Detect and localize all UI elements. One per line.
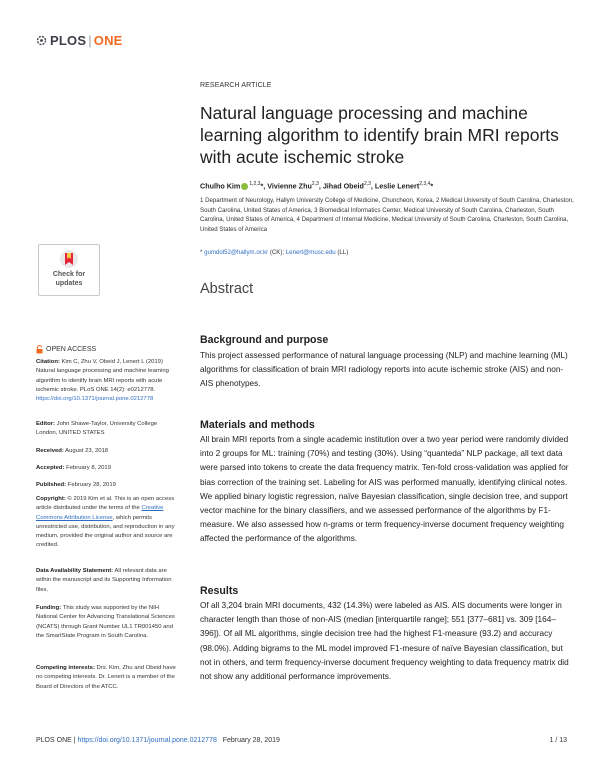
citation-doi-link[interactable]: https://doi.org/10.1371/journal.pone.0212778: [36, 396, 154, 403]
copyright-block: [36, 495, 176, 551]
citation-text: Kim C, Zhu V, Obeid J, Lenert L (2019) Natural language processing and machine learning algorithm to identify brain MRI reports with acute ischemic stroke. PLoS ONE 14(2): e0212778.: [36, 359, 169, 393]
competing-interests-text: Drs. Kim, Zhu and Obeid have no competing interests. Dr. Lenert is a member of the Board of Directors of the ATCC.: [36, 665, 176, 690]
email-link-ll[interactable]: Lenert@musc.edu: [285, 249, 336, 256]
copyright-text-2: , which permits unrestricted use, distribution, and reproduction in any medium, provided the original author and source are credited.: [36, 514, 175, 549]
footer-date: February 28, 2019: [222, 737, 280, 744]
article-type: RESEARCH ARTICLE: [200, 82, 272, 89]
author-affiliation-sup: 1,2,3: [249, 181, 261, 187]
email-suffix-ck: (CK);: [268, 249, 286, 256]
citation-label: Citation:: [36, 359, 60, 365]
copyright-label: Copyright:: [36, 496, 66, 502]
funding-block: [36, 604, 176, 641]
author-name[interactable]: Jihad Obeid: [322, 181, 364, 191]
author-separator: ,: [318, 181, 323, 191]
email-suffix-ll: (LL): [335, 249, 349, 256]
section-heading-results: Results: [200, 585, 239, 597]
section-text-background: This project assessed performance of natural language processing (NLP) and machine learning (ML) algorithms for classification of brain MRI radiology reports into acute ischemic stroke (AIS) and non-AIS phenotypes.: [200, 351, 568, 389]
orcid-icon[interactable]: [241, 183, 248, 190]
correspondence-emails: [200, 249, 348, 256]
affiliations: 1 Department of Neurology, Hallym University College of Medicine, Chuncheon, Korea, 2 Medical University of South Carolina, Charleston, South Carolina, United States of America, 3 Biomedical Informatics Center, Medical University of South Carolina, Charleston, South Carolina, United States of America, 4 Department of Internal Medicine, Medical University of South Carolina, Charleston, South Carolina, United States of America: [200, 197, 574, 233]
logo-one-text: ONE: [93, 33, 123, 48]
section-text-methods: All brain MRI reports from a single academic institution over a two year period were randomly divided into 2 groups for ML: training (70%) and testing (30%). Using “quanteda” NLP package, all text data were parsed into tokens to create the data frequency matrix. Ten-fold cross-validation was applied for bias correction of the training set. Labeling for AIS was performed manually, identifying clinical notes. We applied binary logistic regression, naïve Bayesian classification, single decision tree, and support vector machine for the binary classifiers, and we assessed performance of the algorithms by F1-measure. We also assessed how n-grams or term frequency-inverse document frequency weighting affected the performance of the algorithms.: [200, 435, 569, 544]
logo-plos-text: PLOS: [50, 33, 87, 48]
published-date: February 28, 2019: [66, 482, 116, 488]
page-footer: [36, 737, 567, 744]
license-link[interactable]: Creative Commons Attribution License: [36, 505, 164, 521]
section-heading-background: Background and purpose: [200, 334, 329, 346]
footer-doi-link[interactable]: https://doi.org/10.1371/journal.pone.0212778: [77, 737, 217, 744]
bookmark-icon: [59, 249, 79, 269]
author-affiliation-sup: 2,3: [363, 181, 371, 187]
editor-label: Editor:: [36, 421, 55, 427]
email-asterisk: *: [200, 249, 205, 256]
badge-text: [39, 271, 99, 288]
footer-journal: PLOS ONE: [36, 737, 72, 744]
author-separator: *: [430, 181, 434, 191]
funding-text: This study was supported by the NIH National Center for Advancing Translational Sciences (NCATS) through Grant Number UL1 TR001450 and the SmartState Program in South Carolina.: [36, 605, 175, 639]
author-name[interactable]: Chulho Kim: [200, 181, 241, 191]
editor-text: John Shawe-Taylor, University College London, UNITED STATES: [36, 421, 158, 437]
data-availability-text: All relevant data are within the manuscript and its Supporting Information files.: [36, 568, 172, 593]
plos-logo-icon: [36, 35, 47, 46]
open-access-text: OPEN ACCESS: [46, 346, 97, 353]
badge-line-1: Check for: [52, 271, 86, 278]
funding-label: Funding:: [36, 605, 62, 611]
page-number: 1 / 13: [549, 737, 567, 744]
author-affiliation-sup: 2,3: [311, 181, 319, 187]
received-date: August 23, 2018: [63, 448, 109, 454]
badge-line-2: updates: [55, 279, 83, 287]
logo-separator: |: [88, 33, 92, 48]
citation-block: [36, 358, 176, 404]
footer-separator: |: [71, 737, 78, 744]
received-label: Received:: [36, 448, 64, 454]
open-lock-icon: [36, 345, 43, 354]
author-name[interactable]: Leslie Lenert: [374, 181, 420, 191]
data-availability-block: [36, 567, 176, 595]
email-link-ck[interactable]: gumdol52@hallym.or.kr: [204, 249, 269, 256]
abstract-heading: Abstract: [200, 281, 254, 297]
author-separator: ,: [370, 181, 375, 191]
accepted-block: [36, 464, 176, 473]
competing-interests-label: Competing interests:: [36, 665, 95, 671]
published-label: Published:: [36, 482, 67, 488]
copyright-text: © 2019 Kim et al. This is an open access article distributed under the terms of the: [36, 496, 175, 512]
published-block: [36, 481, 176, 490]
author-list: [200, 181, 575, 190]
open-access-label: [36, 345, 96, 354]
author-affiliation-sup: 2,3,4: [419, 181, 431, 187]
competing-interests-block: [36, 664, 176, 692]
author-separator: *,: [260, 181, 268, 191]
author-name[interactable]: Vivienne Zhu: [267, 181, 312, 191]
data-availability-label: Data Availability Statement:: [36, 568, 114, 574]
section-text-results: Of all 3,204 brain MRI documents, 432 (14.3%) were labeled as AIS. AIS documents were longer in character length than those of non-AIS (median [interquartile range]; 551 [377–681] vs. 309 [164–396]). Of all ML algorithms, single decision tree had the highest F1-measure (93.2) and accuracy (98.0%). Adding bigrams to the ML model improved F1-mesure of naïve Bayesian classification, but not in others, and term frequency-inverse document frequency weighting to data frequency matrix did not show any additional performance improvements.: [200, 601, 569, 682]
received-block: [36, 447, 176, 456]
plos-one-logo[interactable]: [36, 33, 123, 48]
accepted-date: February 8, 2019: [64, 465, 111, 471]
check-for-updates-badge[interactable]: [38, 244, 100, 296]
accepted-label: Accepted:: [36, 465, 65, 471]
editor-block: [36, 420, 176, 439]
section-heading-methods: Materials and methods: [200, 419, 315, 431]
article-title: Natural language processing and machine learning algorithm to identify brain MRI reports with acute ischemic stroke: [200, 103, 559, 167]
